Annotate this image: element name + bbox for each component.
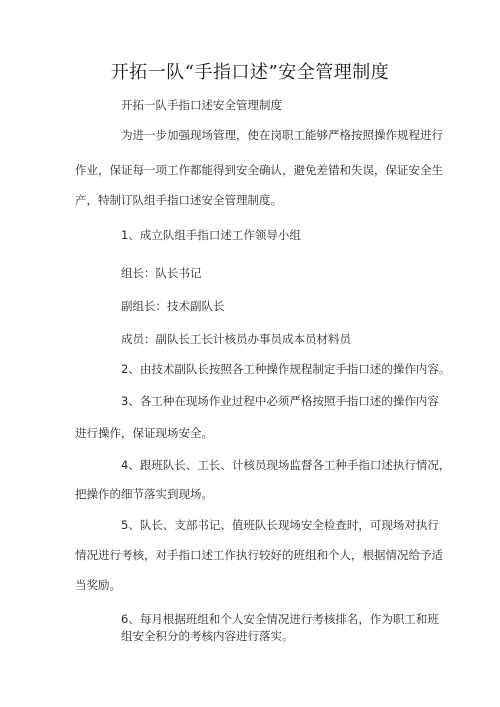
item-1: 1、成立队组手指口述工作领导小组: [121, 228, 301, 242]
intro-line-2: 作业，保证每一项工作都能得到安全确认，避免差错和失误，保证安全生: [75, 163, 443, 177]
group-members: 成员：副队长工长计核员办事员成本员材料员: [121, 332, 351, 346]
item-2: 2、由技术副队长按照各工种操作规程制定手指口述的操作内容。: [121, 362, 451, 376]
group-deputy: 副组长：技术副队长: [121, 299, 225, 313]
item-6-line-1: 6、每月根据班组和个人安全情况进行考核排名，作为职工和班: [121, 612, 439, 626]
item-5-line-1: 5、队长、支部书记、值班队长现场安全检查时，可现场对执行: [121, 518, 439, 532]
item-3-line-2: 进行操作，保证现场安全。: [75, 426, 213, 440]
item-6-line-2: 组安全积分的考核内容进行落实。: [121, 629, 294, 643]
item-5-line-2: 情况进行考核，对手指口述工作执行较好的班组和个人，根据情况给予适: [75, 548, 443, 562]
item-5-line-3: 当奖励。: [75, 578, 121, 592]
intro-line-3: 产，特制订队组手指口述安全管理制度。: [75, 193, 282, 207]
item-3-line-1: 3、各工种在现场作业过程中必须严格按照手指口述的操作内容: [121, 394, 439, 408]
intro-line-1: 为进一步加强现场管理，使在岗职工能够严格按照操作规程进行: [121, 128, 443, 142]
group-leader: 组长：队长书记: [121, 266, 202, 280]
item-4-line-2: 把操作的细节落实到现场。: [75, 487, 213, 501]
document-subtitle: 开拓一队手指口述安全管理制度: [121, 98, 282, 112]
document-title: 开拓一队“手指口述”安全管理制度: [110, 62, 390, 83]
item-4-line-1: 4、跟班队长、工长、计核员现场监督各工种手指口述执行情况，: [121, 458, 451, 472]
